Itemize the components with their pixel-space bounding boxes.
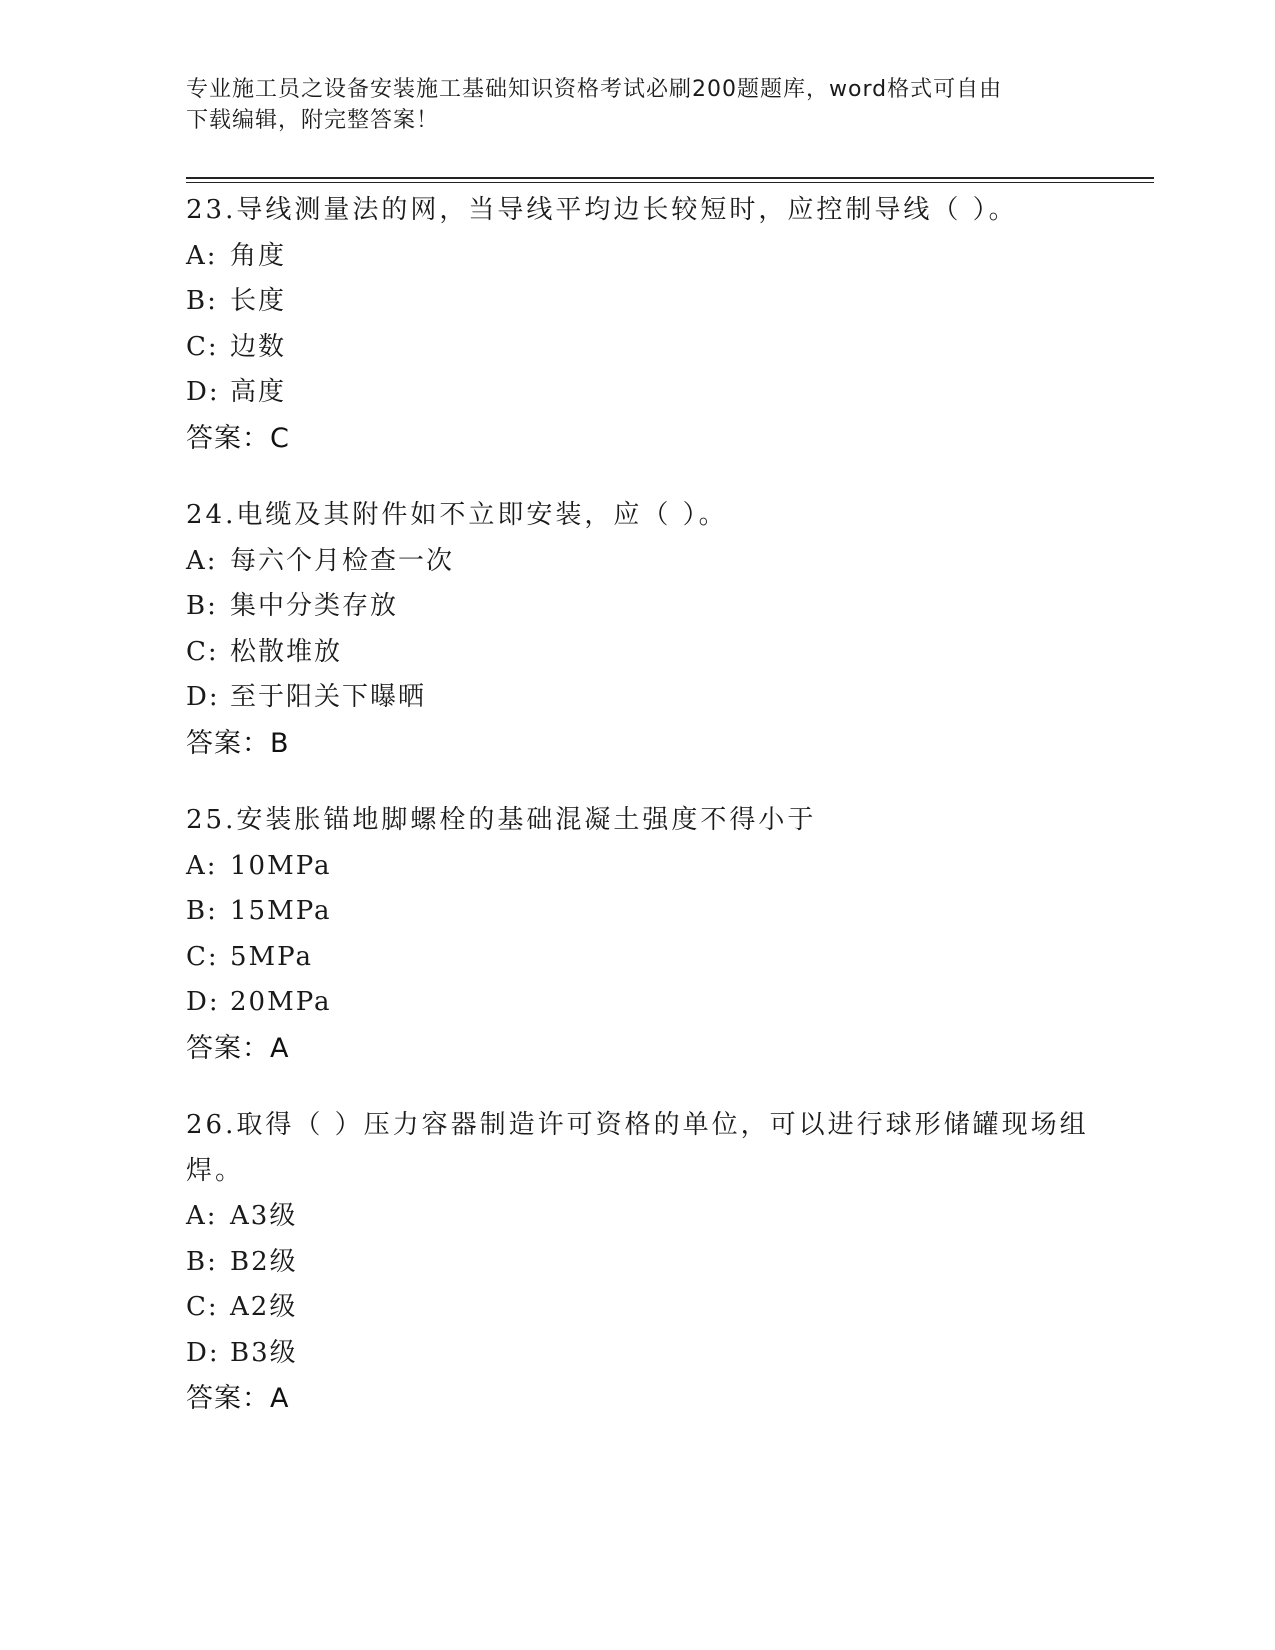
option-text: 角度	[230, 240, 287, 271]
option-text: 集中分类存放	[230, 591, 399, 621]
option-letter: A:	[186, 1201, 218, 1231]
option-text: 边数	[230, 331, 287, 362]
header-divider	[186, 177, 1154, 183]
option-c	[186, 1285, 1106, 1331]
answer-line: 答案：A	[186, 1383, 290, 1414]
option-letter: D:	[186, 987, 220, 1017]
option-a	[186, 1194, 1106, 1240]
option-letter: D:	[186, 682, 220, 712]
option-letter: C:	[186, 331, 219, 362]
option-b	[186, 584, 1106, 630]
option-c	[186, 630, 1106, 676]
option-d	[186, 980, 1106, 1026]
answer-line: 答案：C	[186, 422, 290, 454]
option-text: 高度	[230, 377, 287, 407]
option-letter: B:	[186, 1246, 218, 1277]
option-b	[186, 889, 1106, 935]
option-letter: B:	[186, 896, 218, 926]
option-a	[186, 539, 1106, 585]
option-letter: C:	[186, 1292, 219, 1322]
option-text: 15MPa	[230, 896, 332, 926]
option-b	[186, 279, 1106, 325]
option-letter: D:	[186, 1337, 220, 1368]
option-letter: D:	[186, 377, 220, 407]
option-letter: A:	[186, 545, 218, 576]
answer-line: 答案：B	[186, 727, 290, 759]
option-letter: C:	[186, 941, 219, 972]
option-text: A2级	[230, 1292, 298, 1322]
option-c	[186, 325, 1106, 371]
option-b	[186, 1240, 1106, 1286]
question-text: 24.电缆及其附件如不立即安装，应（ ）。	[186, 500, 728, 530]
option-letter: A:	[186, 240, 218, 271]
option-text: 至于阳关下曝晒	[230, 682, 427, 712]
option-text: 长度	[230, 286, 287, 316]
option-d	[186, 370, 1106, 416]
option-text: B2级	[230, 1246, 298, 1277]
option-c	[186, 935, 1106, 981]
header-line-1: 专业施工员之设备安装施工基础知识资格考试必刷200题题库，word格式可自由	[186, 77, 1003, 102]
header-line-2: 下载编辑，附完整答案！	[186, 108, 440, 133]
question-text: 25.安装胀锚地脚螺栓的基础混凝土强度不得小于	[186, 805, 817, 835]
option-text: B3级	[230, 1337, 298, 1368]
option-letter: A:	[186, 850, 218, 881]
option-a	[186, 234, 1106, 280]
option-d	[186, 1331, 1106, 1377]
document-header	[186, 74, 1076, 136]
option-letter: B:	[186, 591, 218, 621]
question-list	[186, 188, 1106, 1454]
option-text: 松散堆放	[230, 636, 343, 667]
option-a	[186, 844, 1106, 890]
option-text: 10MPa	[230, 850, 332, 881]
question-24	[186, 493, 1106, 766]
option-d	[186, 675, 1106, 721]
question-23	[186, 188, 1106, 461]
answer-line: 答案：A	[186, 1032, 290, 1064]
question-text: 26.取得（ ）压力容器制造许可资格的单位，可以进行球形储罐现场组焊。	[186, 1110, 1089, 1186]
question-25	[186, 798, 1106, 1071]
question-26	[186, 1103, 1106, 1422]
option-text: 每六个月检查一次	[230, 545, 455, 576]
option-letter: C:	[186, 636, 219, 667]
option-letter: B:	[186, 286, 218, 316]
option-text: 5MPa	[230, 941, 313, 972]
question-text: 23.导线测量法的网，当导线平均边长较短时，应控制导线（ ）。	[186, 195, 1018, 225]
option-text: A3级	[230, 1201, 298, 1231]
option-text: 20MPa	[230, 987, 332, 1017]
